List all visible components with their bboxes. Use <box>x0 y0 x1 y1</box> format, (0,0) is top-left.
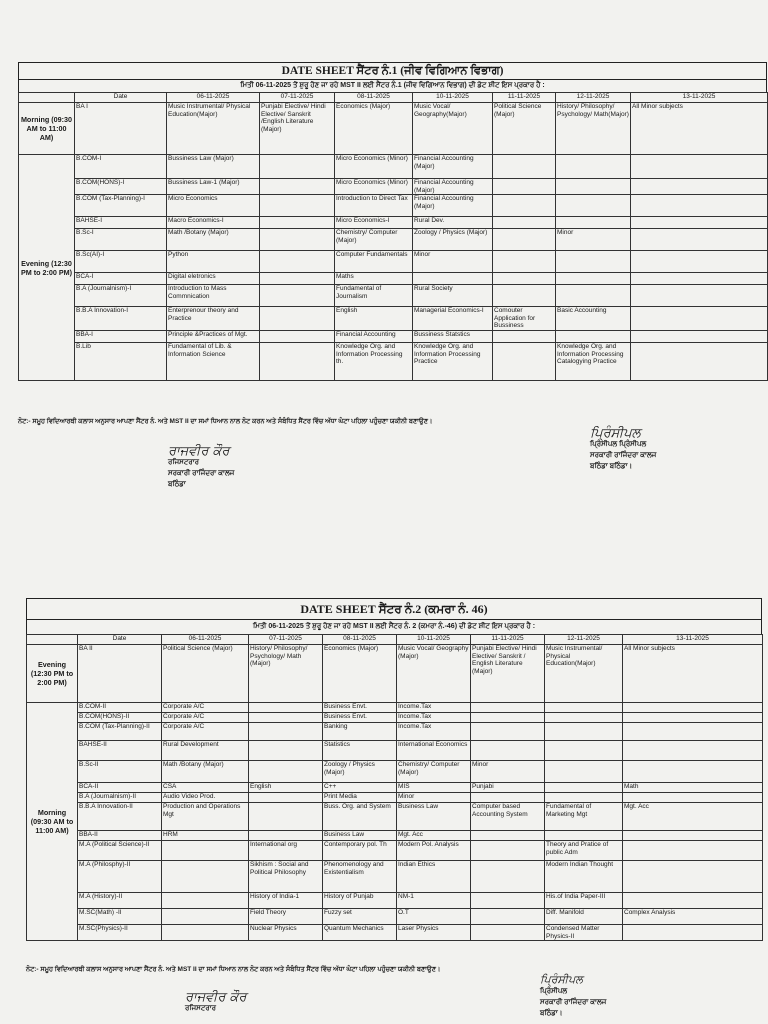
subject-cell: Knowledge Org. and Information Processing th. <box>335 343 413 381</box>
subject-cell: Introduction to Direct Tax <box>335 195 413 217</box>
subject-cell: Fundamental of Journalism <box>335 285 413 307</box>
subject-cell <box>556 251 631 273</box>
subject-cell: Complex Analysis <box>623 909 763 925</box>
subject-cell <box>471 909 545 925</box>
subject-cell: Political Science (Major) <box>162 645 249 703</box>
subject-cell: Indian Ethics <box>397 861 471 893</box>
table-row <box>19 331 768 343</box>
subject-cell: Rural Development <box>162 741 249 761</box>
subject-cell: Production and Operations Mgt <box>162 803 249 831</box>
subject-cell <box>260 195 335 217</box>
subject-cell <box>623 861 763 893</box>
subject-cell: Buss. Org. and System <box>323 803 397 831</box>
subject-cell: Math /Botany (Major) <box>167 229 260 251</box>
subject-cell: Music Instrumental/ Physical Education(Major) <box>167 103 260 155</box>
subject-cell: Business Envt. <box>323 703 397 713</box>
slot-header-cell <box>19 93 75 103</box>
subject-cell: Mgt. Acc <box>397 831 471 841</box>
subject-cell: English <box>335 307 413 331</box>
class-name-cell: B.Sc(AI)-I <box>75 251 167 273</box>
subject-cell: Print Media <box>323 793 397 803</box>
subject-cell: Financial Accounting (Major) <box>413 179 493 195</box>
registrar-org: ਸਰਕਾਰੀ ਰਾਜਿੰਦਰਾ ਕਾਲਜ <box>168 470 235 477</box>
subject-cell: Zoology / Physics (Major) <box>413 229 493 251</box>
subject-cell <box>623 893 763 909</box>
subject-cell: English <box>249 783 323 793</box>
principal-signature: ਪ੍ਰਿੰਸੀਪਲ <box>590 426 641 441</box>
table-row <box>27 803 763 831</box>
subject-cell: Corporate A/C <box>162 723 249 741</box>
subject-cell: Economics (Major) <box>335 103 413 155</box>
time-slot-label: Morning (09:30 AM to 11:00 AM) <box>27 703 78 941</box>
class-name-cell: B.B.A Innovation-II <box>78 803 162 831</box>
subject-cell: MIS <box>397 783 471 793</box>
subject-cell: Business Law <box>397 803 471 831</box>
subject-cell <box>556 273 631 285</box>
class-name-cell: B.COM-I <box>75 155 167 179</box>
subject-cell <box>249 703 323 713</box>
table-row <box>19 343 768 381</box>
class-name-cell: BCA-I <box>75 273 167 285</box>
subject-cell: Banking <box>323 723 397 741</box>
subject-cell: Micro Economics (Minor) <box>335 155 413 179</box>
subject-cell <box>471 925 545 941</box>
class-name-cell: BCA-II <box>78 783 162 793</box>
subject-cell: Income.Tax <box>397 723 471 741</box>
table-row <box>27 925 763 941</box>
subject-cell: All Minor subjects <box>623 645 763 703</box>
subject-cell <box>545 713 623 723</box>
subject-cell <box>249 741 323 761</box>
class-name-cell: BAHSE-II <box>78 741 162 761</box>
subject-cell <box>493 195 556 217</box>
subject-cell <box>623 761 763 783</box>
subject-cell <box>249 793 323 803</box>
class-name-cell: B.COM (Tax-Planning)-II <box>78 723 162 741</box>
subject-cell <box>493 343 556 381</box>
subject-cell: Political Science (Major) <box>493 103 556 155</box>
subject-cell <box>249 803 323 831</box>
subject-cell <box>249 723 323 741</box>
subject-cell <box>413 273 493 285</box>
subject-cell <box>471 793 545 803</box>
subject-cell: Basic Accounting <box>556 307 631 331</box>
subject-cell: Punjabi <box>471 783 545 793</box>
subject-cell: Zoology / Physics (Major) <box>323 761 397 783</box>
subject-cell <box>556 195 631 217</box>
subject-cell <box>545 723 623 741</box>
class-name-cell: M.A (Philosphy)-II <box>78 861 162 893</box>
column-header: 10-11-2025 <box>413 93 493 103</box>
table-row <box>27 703 763 713</box>
table-row <box>27 761 763 783</box>
class-name-cell: M.SC(Math) -II <box>78 909 162 925</box>
subject-cell: Chemistry/ Computer (Major) <box>335 229 413 251</box>
subject-cell: Micro Economics (Minor) <box>335 179 413 195</box>
subject-cell: CSA <box>162 783 249 793</box>
subject-cell: Modern Indian Thought <box>545 861 623 893</box>
table-row <box>19 103 768 155</box>
subject-cell: Minor <box>556 229 631 251</box>
subject-cell <box>545 761 623 783</box>
registrar-title: ਰਜਿਸਟਰਾਰ <box>168 459 199 466</box>
subject-cell: Audio Video Prod. <box>162 793 249 803</box>
subject-cell: Minor <box>413 251 493 273</box>
subject-cell <box>623 723 763 741</box>
time-slot-label: Evening (12:30 PM to 2:00 PM) <box>27 645 78 703</box>
subject-cell: His.of India Paper-III <box>545 893 623 909</box>
column-header: Date <box>78 635 162 645</box>
subject-cell <box>556 331 631 343</box>
subject-cell <box>545 831 623 841</box>
column-header: 06-11-2025 <box>167 93 260 103</box>
slot-header-cell <box>27 635 78 645</box>
subject-cell: Music Vocal/ Geography(Major) <box>413 103 493 155</box>
subject-cell: Computer Fundamentals <box>335 251 413 273</box>
sheet1-note: ਨੋਟ:- ਸਮੂਹ ਵਿਦਿਆਰਥੀ ਕਲਾਸ ਅਨੁਸਾਰ ਆਪਣਾ ਸੈਂਟਰ ਨੰ. ਅਤੇ MST II ਦਾ ਸਮਾਂ ਧਿਆਨ ਨਾਲ ਨੋਟ ਕਰਨ ਅਤੇ ਸੰਬੰਧਿਤ ਸੈਂਟਰ ਵਿੱਚ ਅੱਧਾ ਘੰਟਾ ਪਹਿਲਾ ਪਹੁੰਚਣਾ ਯਕੀਨੀ ਬਣਾਉਣ। <box>18 418 433 425</box>
subject-cell: Statistics <box>323 741 397 761</box>
subject-cell: Maths <box>335 273 413 285</box>
subject-cell <box>631 307 768 331</box>
subject-cell: Condensed Matter Physics-II <box>545 925 623 941</box>
subject-cell <box>545 793 623 803</box>
subject-cell: Mgt. Acc <box>623 803 763 831</box>
sheet1-principal-signature <box>590 428 656 472</box>
subject-cell: Chemistry/ Computer (Major) <box>397 761 471 783</box>
subject-cell <box>631 155 768 179</box>
subject-cell <box>631 285 768 307</box>
registrar-signature-2: ਰਾਜਵੀਰ ਕੌਰ <box>185 990 247 1005</box>
column-header: 07-11-2025 <box>249 635 323 645</box>
subject-cell <box>162 909 249 925</box>
subject-cell <box>493 155 556 179</box>
column-header: 11-11-2025 <box>471 635 545 645</box>
subject-cell: Contemporary pol. Th <box>323 841 397 861</box>
table-row <box>19 251 768 273</box>
table-row <box>19 307 768 331</box>
subject-cell: Rural Dev. <box>413 217 493 229</box>
subject-cell <box>631 229 768 251</box>
subject-cell: Business Envt. <box>323 713 397 723</box>
subject-cell: Corporate A/C <box>162 713 249 723</box>
table-row <box>19 285 768 307</box>
subject-cell: Laser Physics <box>397 925 471 941</box>
sheet2-note: ਨੋਟ:- ਸਮੂਹ ਵਿਦਿਆਰਥੀ ਕਲਾਸ ਅਨੁਸਾਰ ਆਪਣਾ ਸੈਂਟਰ ਨੰ. ਅਤੇ MST II ਦਾ ਸਮਾਂ ਧਿਆਨ ਨਾਲ ਨੋਟ ਕਰਨ ਅਤੇ ਸੰਬੰਧਿਤ ਸੈਂਟਰ ਵਿੱਚ ਅੱਧਾ ਘੰਟਾ ਪਹਿਲਾ ਪਹੁੰਚਣਾ ਯਕੀਨੀ ਬਣਾਉਣ। <box>26 966 441 973</box>
subject-cell <box>631 343 768 381</box>
table-row <box>19 229 768 251</box>
subject-cell: NM-1 <box>397 893 471 909</box>
subject-cell: Punjabi Elective/ Hindi Elective/ Sanskrit /English Literature (Major) <box>260 103 335 155</box>
sheet1-subtitle: ਮਿਤੀ 06-11-2025 ਤੋਂ ਸ਼ੁਰੂ ਹੋਣ ਜਾ ਰਹੇ MST II ਲਈ ਸੈਂਟਰ ਨੰ.1 (ਜੀਵ ਵਿਗਿਆਨ ਵਿਭਾਗ) ਦੀ ਡੇਟ ਸ਼ੀਟ ਇਸ ਪ੍ਰਕਾਰ ਹੈ : <box>18 79 767 92</box>
subject-cell: Introduction to Mass Commnication <box>167 285 260 307</box>
subject-cell <box>471 703 545 713</box>
subject-cell: HRM <box>162 831 249 841</box>
subject-cell <box>631 251 768 273</box>
table-row <box>19 217 768 229</box>
column-header: 08-11-2025 <box>335 93 413 103</box>
table-row <box>27 713 763 723</box>
subject-cell <box>623 793 763 803</box>
registrar-title-2: ਰਜਿਸਟਰਾਰ <box>185 1005 216 1012</box>
subject-cell <box>493 217 556 229</box>
class-name-cell: M.A (History)-II <box>78 893 162 909</box>
table-row <box>27 783 763 793</box>
table-row <box>27 893 763 909</box>
table-row <box>27 793 763 803</box>
class-name-cell: M.SC(Physics)-II <box>78 925 162 941</box>
principal-org: ਸਰਕਾਰੀ ਰਾਜਿੰਦਰਾ ਕਾਲਜ <box>590 452 657 459</box>
subject-cell <box>471 741 545 761</box>
subject-cell <box>623 703 763 713</box>
subject-cell <box>631 331 768 343</box>
class-name-cell: B.A (Journalnism)-II <box>78 793 162 803</box>
subject-cell: All Minor subjects <box>631 103 768 155</box>
subject-cell: Bussiness Statstics <box>413 331 493 343</box>
subject-cell <box>249 831 323 841</box>
subject-cell <box>545 783 623 793</box>
table-row <box>19 273 768 285</box>
sheet1-table <box>18 92 768 381</box>
class-name-cell: B.Sc-II <box>78 761 162 783</box>
subject-cell: Python <box>167 251 260 273</box>
subject-cell <box>631 273 768 285</box>
class-name-cell: B.B.A Innovation-I <box>75 307 167 331</box>
subject-cell <box>545 703 623 713</box>
subject-cell: Minor <box>471 761 545 783</box>
subject-cell: Economics (Major) <box>323 645 397 703</box>
header-row <box>19 93 768 103</box>
subject-cell <box>623 741 763 761</box>
subject-cell <box>471 893 545 909</box>
class-name-cell: B.COM(HONS)-I <box>75 179 167 195</box>
date-sheet-1 <box>18 62 767 381</box>
subject-cell <box>260 229 335 251</box>
subject-cell: Diff. Manifold <box>545 909 623 925</box>
subject-cell: Modern Pol. Analysis <box>397 841 471 861</box>
subject-cell: History of Punjab <box>323 893 397 909</box>
subject-cell <box>260 251 335 273</box>
table-row <box>19 195 768 217</box>
subject-cell <box>162 925 249 941</box>
subject-cell: Fuzzy set <box>323 909 397 925</box>
subject-cell: Micro Economics-I <box>335 217 413 229</box>
class-name-cell: BA II <box>78 645 162 703</box>
subject-cell: Music Vocal/ Geography (Major) <box>397 645 471 703</box>
subject-cell <box>623 841 763 861</box>
subject-cell: Corporate A/C <box>162 703 249 713</box>
subject-cell: Fundamental of Lib. & Information Science <box>167 343 260 381</box>
subject-cell: Math <box>623 783 763 793</box>
subject-cell: History/ Philosophy/ Psychology/ Math (Major) <box>249 645 323 703</box>
subject-cell <box>556 179 631 195</box>
subject-cell <box>471 713 545 723</box>
subject-cell <box>493 179 556 195</box>
subject-cell <box>471 861 545 893</box>
subject-cell <box>162 841 249 861</box>
sheet2-principal-signature <box>540 974 606 1019</box>
subject-cell <box>471 841 545 861</box>
subject-cell: Financial Accounting (Major) <box>413 195 493 217</box>
column-header: 11-11-2025 <box>493 93 556 103</box>
subject-cell: Bussiness Law (Major) <box>167 155 260 179</box>
subject-cell: Computer based Accounting System <box>471 803 545 831</box>
header-row <box>27 635 763 645</box>
subject-cell: Knowledge Org. and Information Processing Practice <box>413 343 493 381</box>
column-header: 13-11-2025 <box>623 635 763 645</box>
sheet2-table <box>26 634 763 941</box>
table-row <box>19 155 768 179</box>
subject-cell <box>162 893 249 909</box>
sheet1-registrar-signature <box>168 446 234 490</box>
subject-cell <box>493 331 556 343</box>
sheet2-registrar-signature <box>185 992 246 1014</box>
subject-cell <box>493 273 556 285</box>
subject-cell: Financial Accounting <box>335 331 413 343</box>
subject-cell: Quantum Mechanics <box>323 925 397 941</box>
subject-cell <box>249 761 323 783</box>
class-name-cell: BBA-II <box>78 831 162 841</box>
column-header: 06-11-2025 <box>162 635 249 645</box>
principal-org-2: ਸਰਕਾਰੀ ਰਾਜਿੰਦਰਾ ਕਾਲਜ <box>540 999 607 1006</box>
subject-cell <box>471 831 545 841</box>
principal-signature-2: ਪ੍ਰਿੰਸੀਪਲ <box>540 973 583 986</box>
subject-cell: International Economics <box>397 741 471 761</box>
subject-cell: Macro Economics-I <box>167 217 260 229</box>
principal-title: ਪ੍ਰਿੰਸੀਪਲ ਪ੍ਰਿੰਸੀਪਲ <box>590 441 647 448</box>
class-name-cell: B.COM(HONS)-II <box>78 713 162 723</box>
subject-cell: Managerial Economics-I <box>413 307 493 331</box>
principal-city: ਬਠਿੰਡਾ ਬਠਿੰਡਾ। <box>590 463 633 470</box>
time-slot-label: Morning (09:30 AM to 11:00 AM) <box>19 103 75 155</box>
subject-cell: Enterprenour theory and Practice <box>167 307 260 331</box>
class-name-cell: BBA-I <box>75 331 167 343</box>
column-header: 10-11-2025 <box>397 635 471 645</box>
subject-cell <box>260 285 335 307</box>
column-header: 12-11-2025 <box>556 93 631 103</box>
table-row <box>27 723 763 741</box>
subject-cell: O.T <box>397 909 471 925</box>
class-name-cell: B.COM-II <box>78 703 162 713</box>
subject-cell <box>556 155 631 179</box>
column-header: 13-11-2025 <box>631 93 768 103</box>
sheet2-title: DATE SHEET ਸੈਂਟਰ ਨੰ.2 (ਕਮਰਾ ਨੰ. 46) <box>26 598 762 619</box>
registrar-city: ਬਠਿੰਡਾ <box>168 481 186 488</box>
class-name-cell: B.A (Journalnism)-I <box>75 285 167 307</box>
subject-cell: Nuclear Physics <box>249 925 323 941</box>
sheet1-title: DATE SHEET ਸੈਂਟਰ ਨੰ.1 (ਜੀਵ ਵਿਗਿਆਨ ਵਿਭਾਗ) <box>18 62 767 79</box>
column-header: 12-11-2025 <box>545 635 623 645</box>
class-name-cell: M.A (Political Science)-II <box>78 841 162 861</box>
registrar-signature: ਰਾਜਵੀਰ ਕੌਰ <box>168 444 230 459</box>
subject-cell <box>260 331 335 343</box>
subject-cell <box>556 285 631 307</box>
class-name-cell: BAHSE-I <box>75 217 167 229</box>
subject-cell <box>260 155 335 179</box>
column-header: 08-11-2025 <box>323 635 397 645</box>
subject-cell <box>260 179 335 195</box>
subject-cell: Rural Society <box>413 285 493 307</box>
date-sheet-2 <box>26 598 762 941</box>
principal-title-2: ਪ੍ਰਿੰਸੀਪਲ <box>540 988 568 995</box>
subject-cell <box>493 285 556 307</box>
subject-cell <box>631 195 768 217</box>
subject-cell: Math /Botany (Major) <box>162 761 249 783</box>
subject-cell: History/ Philosophy/ Psychology/ Math(Major) <box>556 103 631 155</box>
subject-cell: Business Law <box>323 831 397 841</box>
table-row <box>27 841 763 861</box>
subject-cell <box>545 741 623 761</box>
subject-cell: Music Instrumental/ Physical Education(Major) <box>545 645 623 703</box>
class-name-cell: B.COM (Tax-Planning)-I <box>75 195 167 217</box>
subject-cell <box>623 925 763 941</box>
subject-cell: Income.Tax <box>397 703 471 713</box>
table-row <box>27 831 763 841</box>
subject-cell <box>631 217 768 229</box>
subject-cell <box>623 831 763 841</box>
subject-cell: Field Theory <box>249 909 323 925</box>
subject-cell: Comouter Application for Bussiness <box>493 307 556 331</box>
subject-cell <box>260 307 335 331</box>
subject-cell: Bussiness Law-1 (Major) <box>167 179 260 195</box>
table-row <box>19 179 768 195</box>
subject-cell: Knowledge Org. and Information Processing Catalogying Practice <box>556 343 631 381</box>
subject-cell: Principle &Practices of Mgt. <box>167 331 260 343</box>
subject-cell: Punjabi Elective/ Hindi Elective/ Sanskrit / English Literature (Major) <box>471 645 545 703</box>
table-row <box>27 861 763 893</box>
subject-cell: History of India-1 <box>249 893 323 909</box>
subject-cell <box>260 217 335 229</box>
subject-cell <box>493 229 556 251</box>
column-header: 07-11-2025 <box>260 93 335 103</box>
subject-cell <box>623 713 763 723</box>
subject-cell <box>471 723 545 741</box>
subject-cell: C++ <box>323 783 397 793</box>
subject-cell <box>260 273 335 285</box>
subject-cell: International org <box>249 841 323 861</box>
subject-cell: Minor <box>397 793 471 803</box>
table-row <box>27 909 763 925</box>
subject-cell <box>631 179 768 195</box>
time-slot-label: Evening (12:30 PM to 2:00 PM) <box>19 155 75 381</box>
subject-cell <box>162 861 249 893</box>
subject-cell: Income.Tax <box>397 713 471 723</box>
subject-cell: Sikhism : Social and Political Philosophy <box>249 861 323 893</box>
subject-cell <box>556 217 631 229</box>
class-name-cell: BA I <box>75 103 167 155</box>
subject-cell <box>493 251 556 273</box>
subject-cell: Micro Economics <box>167 195 260 217</box>
subject-cell: Financial Accounting (Major) <box>413 155 493 179</box>
subject-cell <box>260 343 335 381</box>
subject-cell: Fundamental of Marketing Mgt <box>545 803 623 831</box>
class-name-cell: B.Sc-I <box>75 229 167 251</box>
class-name-cell: B.Lib <box>75 343 167 381</box>
table-row <box>27 741 763 761</box>
principal-city-2: ਬਠਿੰਡਾ। <box>540 1010 563 1017</box>
subject-cell <box>249 713 323 723</box>
subject-cell: Theory and Pratice of public Adm <box>545 841 623 861</box>
subject-cell: Digital eletronics <box>167 273 260 285</box>
table-row <box>27 645 763 703</box>
sheet2-subtitle: ਮਿਤੀ 06-11-2025 ਤੋਂ ਸ਼ੁਰੂ ਹੋਣ ਜਾ ਰਹੇ MST II ਲਈ ਸੈਂਟਰ ਨੰ. 2 (ਕਮਰਾ ਨੰ.-46) ਦੀ ਡੇਟ ਸ਼ੀਟ ਇਸ ਪ੍ਰਕਾਰ ਹੈ : <box>26 619 762 634</box>
subject-cell: Phenomenology and Existentialism <box>323 861 397 893</box>
column-header: Date <box>75 93 167 103</box>
